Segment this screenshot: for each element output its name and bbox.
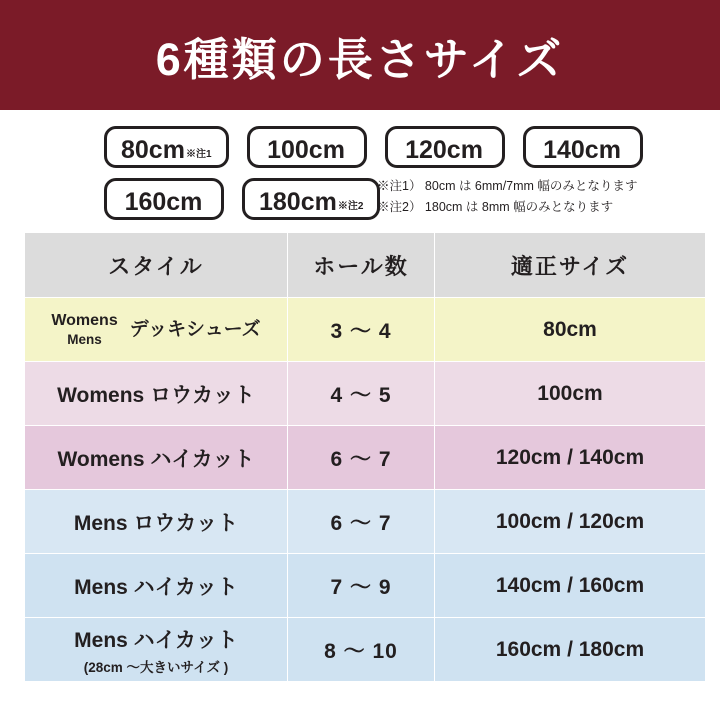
length-option-label: 80cm — [121, 136, 185, 164]
cell-style: Womens ロウカット — [25, 362, 288, 426]
length-option-label: 100cm — [267, 136, 345, 164]
cell-size: 160cm / 180cm — [435, 618, 706, 682]
page-title: 6種類の長さサイズ — [155, 33, 565, 85]
cell-holes: 7 〜 9 — [288, 554, 435, 618]
length-option-note: ※注1 — [185, 149, 212, 160]
table-row — [25, 554, 706, 618]
table-row — [25, 490, 706, 554]
cell-holes: 3 〜 4 — [288, 298, 435, 362]
length-option-label: 160cm — [124, 188, 203, 216]
cell-style — [25, 618, 288, 682]
cell-style: Womens ハイカット — [25, 426, 288, 490]
length-option-80cm[interactable] — [104, 126, 229, 168]
length-option-180cm[interactable] — [242, 178, 380, 220]
cell-style: Mens ハイカット — [25, 554, 288, 618]
table-row — [25, 298, 706, 362]
style-note: (28cm 〜大きいサイズ ) — [83, 659, 229, 675]
cell-style — [25, 298, 288, 362]
size-table-wrap — [0, 232, 720, 682]
column-header-style: スタイル — [25, 233, 288, 298]
footnotes — [377, 176, 637, 217]
size-table-head — [25, 233, 706, 298]
length-option-label: 180cm — [259, 188, 337, 216]
footnote-2: ※注2） 180cm は 8mm 幅のみとなります — [377, 199, 614, 214]
style-name: Mens ハイカット — [74, 628, 238, 652]
cell-size: 100cm / 120cm — [435, 490, 706, 554]
length-option-label: 140cm — [543, 136, 621, 164]
header-banner — [0, 0, 720, 110]
column-header-size: 適正サイズ — [435, 233, 706, 298]
length-option-140cm[interactable] — [523, 126, 643, 168]
length-option-note: ※注2 — [337, 201, 364, 212]
table-header-row — [25, 233, 706, 298]
cell-holes: 8 〜 10 — [288, 618, 435, 682]
table-row — [25, 362, 706, 426]
column-header-holes: ホール数 — [288, 233, 435, 298]
size-table — [24, 232, 706, 682]
style-gender-top: Womens — [51, 311, 118, 329]
cell-holes: 6 〜 7 — [288, 490, 435, 554]
cell-size: 100cm — [435, 362, 706, 426]
length-options-row-1 — [0, 126, 720, 168]
style-name: デッキシューズ — [129, 319, 261, 341]
table-row — [25, 426, 706, 490]
footnote-1: ※注1） 80cm は 6mm/7mm 幅のみとなります — [377, 179, 638, 193]
length-option-100cm[interactable] — [247, 126, 367, 168]
length-option-label: 120cm — [405, 136, 483, 164]
size-table-body — [25, 298, 706, 682]
cell-size: 120cm / 140cm — [435, 426, 706, 490]
cell-holes: 6 〜 7 — [288, 426, 435, 490]
style-gender-bottom: Mens — [67, 331, 102, 347]
style-gender-stack — [51, 312, 117, 348]
length-option-120cm[interactable] — [385, 126, 505, 168]
cell-style: Mens ロウカット — [25, 490, 288, 554]
length-options — [0, 110, 720, 232]
table-row — [25, 618, 706, 682]
cell-size: 80cm — [435, 298, 706, 362]
length-option-160cm[interactable] — [104, 178, 224, 220]
cell-holes: 4 〜 5 — [288, 362, 435, 426]
cell-size: 140cm / 160cm — [435, 554, 706, 618]
